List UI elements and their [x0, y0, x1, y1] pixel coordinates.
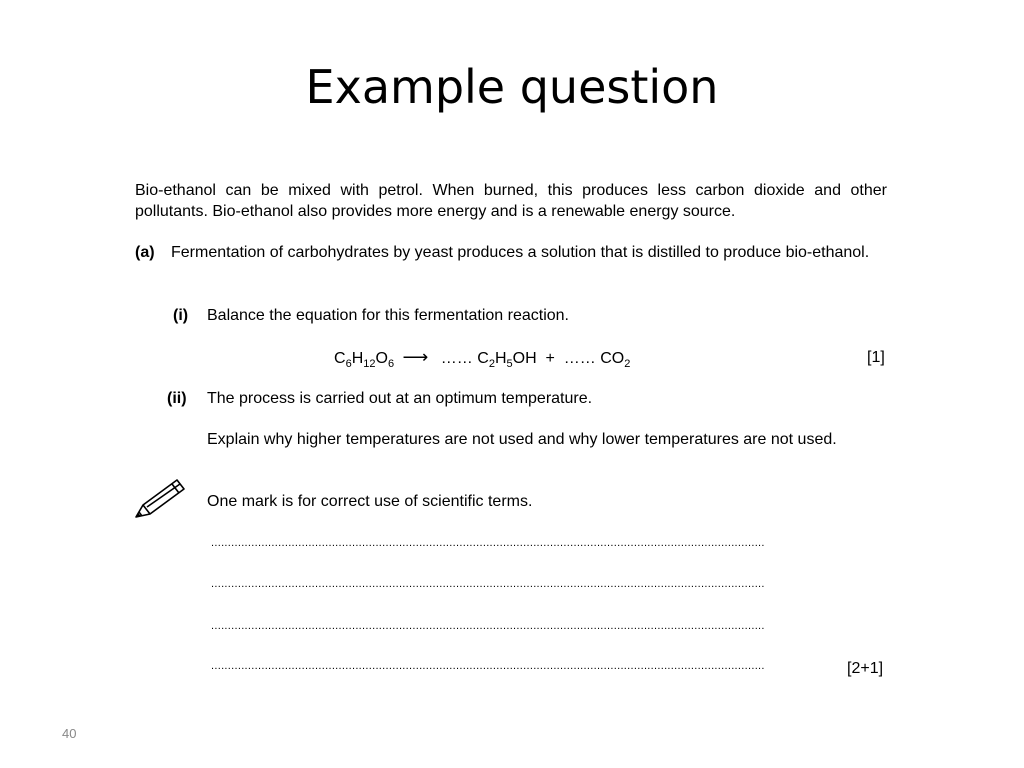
part-a-text: Fermentation of carbohydrates by yeast produces a solution that is distilled to produce bio-ethanol. — [171, 244, 870, 261]
part-ii-text-2: Explain why higher temperatures are not used and why lower temperatures are not used. — [207, 431, 837, 448]
eq-o: O — [375, 350, 388, 367]
answer-line-4[interactable]: ..................................................................................................................................................................... — [211, 660, 765, 672]
page-number: 40 — [62, 726, 77, 741]
part-ii-text-1: The process is carried out at an optimum temperature. — [207, 390, 593, 407]
fermentation-equation — [334, 345, 630, 371]
part-i-text: Balance the equation for this fermentation reaction. — [207, 307, 569, 324]
part-i-marks: [1] — [867, 349, 885, 366]
slide-title: Example question — [305, 60, 719, 114]
part-ii-marks: [2+1] — [847, 660, 884, 677]
part-i-label: (i) — [173, 307, 189, 324]
eq-product-c-sub: 2 — [488, 358, 495, 370]
pencil-icon — [133, 476, 189, 520]
eq-plus: + — [545, 350, 555, 367]
eq-product-h: H — [494, 350, 507, 367]
eq-h: H — [351, 350, 364, 367]
eq-product-oh: OH — [512, 350, 537, 367]
eq-o-sub: 6 — [387, 358, 395, 370]
answer-line-3[interactable]: ..................................................................................................................................................................... — [211, 620, 765, 632]
part-ii-label: (ii) — [167, 390, 187, 407]
eq-product-h-sub: 5 — [506, 358, 513, 370]
answer-line-2[interactable]: ..................................................................................................................................................................... — [211, 578, 765, 590]
eq-blank-1: …… — [440, 350, 473, 367]
eq-product-c: C — [477, 350, 489, 367]
question-intro: Bio-ethanol can be mixed with petrol. When burned, this produces less carbon dioxide and other pollutants. Bio-ethanol also provides more energy and is a renewable energy source. — [135, 182, 887, 220]
eq-product-2: CO — [600, 350, 625, 367]
part-a-label: (a) — [135, 244, 155, 261]
eq-c: C — [334, 350, 346, 367]
reaction-arrow-icon: ⟶ — [402, 347, 429, 367]
eq-product-2-sub: 2 — [624, 358, 631, 370]
eq-h-sub: 12 — [363, 358, 376, 370]
part-ii-note: One mark is for correct use of scientific terms. — [207, 493, 533, 510]
answer-line-1[interactable]: ..................................................................................................................................................................... — [211, 537, 765, 549]
eq-c-sub: 6 — [345, 358, 352, 370]
eq-blank-2: …… — [563, 350, 596, 367]
